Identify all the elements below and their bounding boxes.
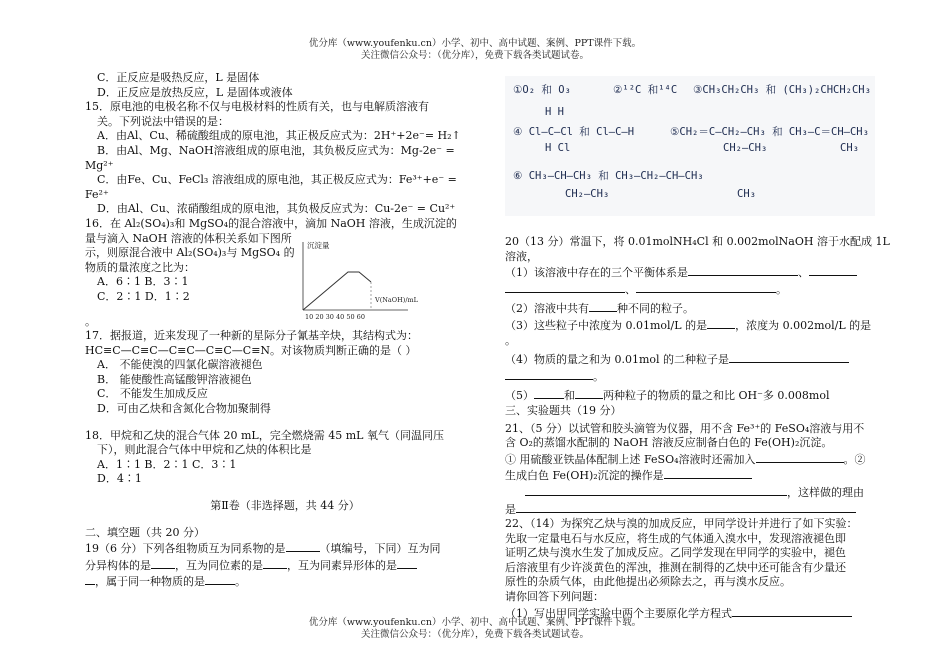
q20-part-5-text: （5） xyxy=(505,389,534,403)
q15-stem: 15．原电池的电极名称不仅与电极材料的性质有关，也与电解质溶液有 xyxy=(85,100,429,114)
q19-text-3: 分异构体的是 xyxy=(85,558,151,572)
q21-reason-text: ，这样做的理由 xyxy=(787,485,864,499)
q22-stem-3: 证明乙炔与溴水生发了加成反应。乙同学发现在甲同学的实验中，褪色 xyxy=(505,546,846,560)
q20-part-5 xyxy=(505,387,875,404)
q22-stem-2: 先取一定量电石与水反应，将生成的气体通入溴水中，发现溶液褪色即 xyxy=(505,531,846,545)
structure-5-sub2: CH₃ xyxy=(840,142,859,154)
q16-stem-3: 示，则原混合液中 Al₂(SO₄)₃与 MgSO₄ 的 xyxy=(85,246,295,260)
q22-stem: 22、（14）为探究乙炔与溴的加成反应，甲同学设计并进行了如下实验： xyxy=(505,517,858,531)
q19-blank-allotrope[interactable] xyxy=(397,557,417,569)
q21-part-2-text: 生成白色 Fe(OH)₂沉淀的操作是 xyxy=(505,469,664,483)
structure-6-sub2: CH₃ xyxy=(737,188,756,200)
q19-text-2: （填编号，下同）互为同 xyxy=(319,542,441,556)
q20-part-2-text-2: 种不同的粒子。 xyxy=(617,302,694,316)
q18-options-abc: A．1∶1 B．2∶1 C．3∶1 xyxy=(97,457,237,471)
q20-blank-p1[interactable] xyxy=(534,387,564,399)
q16-options-cd: C．2∶1 D．1∶2 xyxy=(97,289,190,303)
q20-blank-count[interactable] xyxy=(589,300,617,312)
q17-option-c: C． 不能发生加成反应 xyxy=(97,387,208,401)
structure-5-sub1: CH₂—CH₃ xyxy=(723,142,768,154)
q20-part-4-text: （4）物质的量之和为 0.01mol 的二种粒子是 xyxy=(505,353,730,367)
q18-stem-cont: 下），则此混合气体中甲烷和乙炔的体积比是 xyxy=(97,443,312,457)
q20-part-2-text: （2）溶液中共有 xyxy=(505,302,589,316)
structure-6: ⑥ CH₃—CH—CH₃ 和 CH₃—CH₂—CH—CH₃ xyxy=(513,170,704,182)
part-2-title: 第Ⅱ卷（非选择题，共 44 分） xyxy=(210,499,360,513)
structure-4-bottom: H Cl xyxy=(545,142,571,154)
q21-stem-cont: 含 O₂的蒸馏水配制的 NaOH 溶液反应制备白色的 Fe(OH)₂沉淀。 xyxy=(505,436,833,450)
q15-stem-cont: 关。下列说法中错误的是： xyxy=(97,114,229,128)
q20-part-1-end: 。 xyxy=(776,282,787,296)
q15-option-c: C．由Fe、Cu、FeCl₃ 溶液组成的原电池，其正极反应式为：Fe³⁺+e⁻ = xyxy=(97,173,457,187)
q20-stem-cont: 溶液， xyxy=(505,249,538,263)
structure-6-sub1: CH₂—CH₃ xyxy=(565,188,610,200)
q20-part-1 xyxy=(505,264,875,281)
q18-stem: 18．甲烷和乙炔的混合气体 20 mL，完全燃烧需 45 mL 氧气（同温同压 xyxy=(85,428,444,442)
section-2-title: 二、填空题（共 20 分） xyxy=(85,525,205,539)
q20-part-3-end: 。 xyxy=(505,333,516,347)
q21-blank-operation[interactable] xyxy=(664,467,752,479)
precipitate-graph xyxy=(293,238,418,322)
q20-part-1-sep: 、 xyxy=(798,266,809,280)
q20-blank-p2[interactable] xyxy=(575,387,603,399)
q21-part-1-end: 。② xyxy=(843,452,866,466)
q20-blank-pair-cont[interactable] xyxy=(505,368,593,380)
q15-option-a: A．由Al、Cu、稀硫酸组成的原电池，其正极反应式为：2H⁺+2e⁻= H₂↑ xyxy=(97,129,461,143)
page-header xyxy=(0,38,950,62)
q20-blank-eq2[interactable] xyxy=(809,264,857,276)
q20-part-1-sep2: 、 xyxy=(625,282,636,296)
q20-part-4-end: 。 xyxy=(593,369,604,383)
q21-reason-label: 是 xyxy=(505,502,516,516)
q16-stem-4: 物质的量浓度之比为： xyxy=(85,260,195,274)
q21-part-2-reason xyxy=(505,484,875,501)
q19-blank-allotrope-cont[interactable] xyxy=(85,573,95,585)
q16-end: 。 xyxy=(85,314,96,328)
q20-part-3 xyxy=(505,317,875,334)
q20-blank-eq2-cont[interactable] xyxy=(505,281,625,293)
q21-reason-line xyxy=(505,501,875,518)
structures-figure xyxy=(505,76,875,216)
q16-stem: 16．在 Al₂(SO₄)₃和 MgSO₄的混合溶液中，滴加 NaOH 溶液，生成沉淀的 xyxy=(85,216,457,230)
q14-option-d: D．正反应是放热反应，L 是固体或液体 xyxy=(97,85,293,99)
footer-line-2: 关注微信公众号：（优分库），免费下载各类试题试卷。 xyxy=(360,629,589,640)
right-column xyxy=(505,235,890,621)
q19-text-6: ，属于同一种物质的是 xyxy=(95,575,205,589)
structure-1: ①O₂ 和 O₃ xyxy=(513,84,571,96)
q20-blank-eq1[interactable] xyxy=(688,264,798,276)
section-3-title: 三、实验题共（19 分） xyxy=(505,403,622,417)
graph-ticks: 10 20 30 40 50 60 xyxy=(305,313,365,321)
q19-blank-homolog[interactable] xyxy=(286,540,320,552)
page-footer xyxy=(0,617,950,641)
q19-blank-same[interactable] xyxy=(205,573,235,585)
q17-formula: HC≡C—C≡C—C≡C—C≡C—C≡N。对该物质判断正确的是（ ） xyxy=(85,343,417,357)
q15-option-b-cont: Mg²⁺ xyxy=(85,158,114,172)
q21-part-2 xyxy=(505,467,875,484)
graph-ylabel: 沉淀量 xyxy=(307,241,330,250)
q20-part-1-cont xyxy=(505,281,875,298)
q15-option-c-cont: Fe²⁺ xyxy=(85,187,109,201)
q22-stem-5: 原性的杂质气体，由此他提出必须除去之，再与溴水反应。 xyxy=(505,575,791,589)
graph-xlabel: V(NaOH)/mL xyxy=(375,296,418,304)
q15-option-d: D．由Al、Cu、浓硝酸组成的原电池，其负极反应式为：Cu-2e⁻ = Cu²⁺ xyxy=(97,202,456,216)
structure-4: ④ Cl—C—Cl 和 Cl—C—H xyxy=(513,126,635,138)
structure-2: ②¹²C 和¹⁴C xyxy=(613,84,678,96)
q15-option-b: B．由Al、Mg、NaOH溶液组成的原电池，其负极反应式为：Mg-2e⁻ = xyxy=(97,143,455,157)
q16-stem-2: 量与滴入 NaOH 溶液的体积关系如下图所 xyxy=(85,231,292,245)
q14-option-c: C．正反应是吸热反应，L 是固体 xyxy=(97,71,260,84)
q18-option-d: D．4∶1 xyxy=(97,472,142,486)
q21-blank-reason[interactable] xyxy=(516,501,856,513)
q19-blank-isotope[interactable] xyxy=(263,557,287,569)
q22-stem-4: 后溶液里有少许淡黄色的浑浊，推测在制得的乙炔中还可能含有少量还 xyxy=(505,560,846,574)
structure-3: ③CH₃CH₂CH₃ 和 (CH₃)₂CHCH₂CH₃ xyxy=(693,84,871,96)
q22-part-1-text: （1）写出甲同学实验中两个主要原化学方程式 xyxy=(505,606,732,620)
q20-part-5-and: 和 xyxy=(564,389,575,403)
structure-4-top: H H xyxy=(545,106,564,118)
q19-text-7: 。 xyxy=(235,575,246,589)
q19-text-1: 19（6 分）下列各组物质互为同系物的是 xyxy=(85,542,286,556)
q20-stem: 20（13 分）常温下，将 0.01molNH₄Cl 和 0.002molNaOH 溶于水配成 1L xyxy=(505,235,890,248)
structure-5: ⑤CH₂＝C—CH₂—CH₃ 和 CH₃—C＝CH—CH₃ xyxy=(670,126,869,138)
q21-blank-operation-cont[interactable] xyxy=(525,484,787,496)
q22-blank-equations[interactable] xyxy=(732,605,852,617)
q20-part-5-text-2: 两种粒子的物质的量之和比 OH⁻多 0.008mol xyxy=(603,389,830,403)
q20-part-3-text-2: ，浓度为 0.002mol/L 的是 xyxy=(735,318,872,332)
q22-prompt: 请你回答下列问题： xyxy=(505,590,604,604)
q19-blank-isomer[interactable] xyxy=(151,557,175,569)
q21-stem: 21、（5 分）以试管和胶头滴管为仪器，用不含 Fe³⁺的 FeSO₄溶液与用不 xyxy=(505,421,865,435)
q20-part-3-text: （3）这些粒子中浓度为 0.01mol/L 的是 xyxy=(505,318,708,332)
q20-part-4 xyxy=(505,351,875,368)
q20-part-2 xyxy=(505,300,875,317)
q21-blank-additive[interactable] xyxy=(756,451,844,463)
q20-blank-001[interactable] xyxy=(707,317,735,329)
q21-part-1 xyxy=(505,451,875,468)
q19-line-1 xyxy=(85,540,485,557)
q19-text-4: ，互为同位素的是 xyxy=(175,558,263,572)
q17-option-b: B． 能使酸性高锰酸钾溶液褪色 xyxy=(97,372,252,386)
header-line-2: 关注微信公众号：（优分库），免费下载各类试题试卷。 xyxy=(360,50,589,61)
q21-part-1-text: ① 用硫酸亚铁晶体配制上述 FeSO₄溶液时还需加入 xyxy=(505,452,756,466)
footer-line-1: 优分库（www.youfenku.cn）小学、初中、高中试题、案例、PPT课件下载。 xyxy=(308,617,642,628)
q19-line-3 xyxy=(85,573,485,590)
q16-options-ab: A．6∶1 B．3∶1 xyxy=(97,275,189,289)
left-column xyxy=(85,71,485,590)
graph-curve xyxy=(303,272,371,310)
q19-line-2 xyxy=(85,557,485,574)
q17-option-d: D．可由乙炔和含氮化合物加聚制得 xyxy=(97,402,271,416)
q19-text-5: ，互为同素异形体的是 xyxy=(287,558,397,572)
q17-option-a: A． 不能使溴的四氯化碳溶液褪色 xyxy=(97,358,263,372)
q20-part-4-cont xyxy=(505,368,875,385)
q20-part-1-text: （1）该溶液中存在的三个平衡体系是 xyxy=(505,266,688,280)
q20-blank-pair[interactable] xyxy=(729,351,849,363)
q20-blank-eq3[interactable] xyxy=(636,281,776,293)
header-line-1: 优分库（www.youfenku.cn）小学、初中、高中试题、案例、PPT课件下载。 xyxy=(308,38,642,49)
q17-stem: 17．据报道，近来发现了一种新的星际分子氰基辛炔，其结构式为： xyxy=(85,329,418,343)
